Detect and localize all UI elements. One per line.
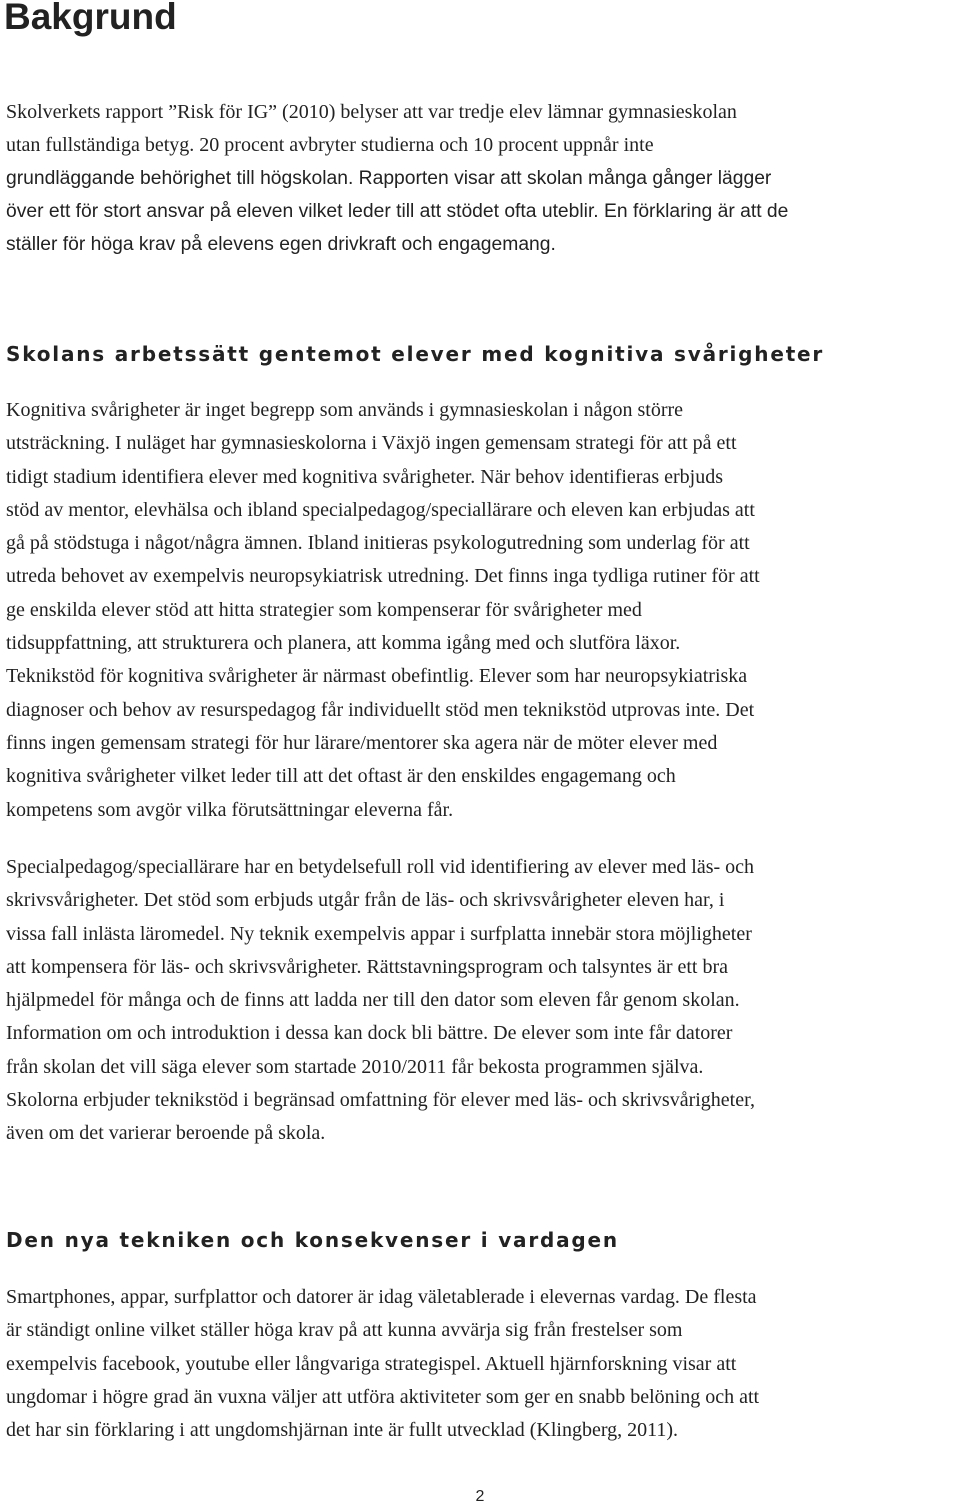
text-line: utan fullständiga betyg. 20 procent avbryter studierna och 10 procent uppnår inte — [6, 134, 654, 156]
technology-paragraph-1 — [6, 1281, 759, 1447]
text-line: grundläggande behörighet till högskolan. Rapporten visar att skolan många gånger lägger — [6, 168, 772, 189]
text-line: från skolan det vill säga elever som startade 2010/2011 får bekosta programmen själva. — [6, 1055, 704, 1078]
text-line: utreda behovet av exempelvis neuropsykiatrisk utredning. Det finns inga tydliga rutiner för att — [6, 565, 760, 588]
text-line: kognitiva svårigheter vilket leder till att det oftast är den enskildes engagemang och — [6, 765, 676, 788]
text-line: hjälpmedel för många och de finns att ladda ner till den dator som eleven får genom skolan. — [6, 989, 740, 1012]
text-line: över ett för stort ansvar på eleven vilket leder till att stödet ofta uteblir. En förklaring är att de — [6, 201, 789, 222]
text-line: diagnoser och behov av resurspedagog får individuellt stöd men teknikstöd utprovas inte. Det — [6, 698, 755, 721]
text-line: Teknikstöd för kognitiva svårigheter är närmast obefintlig. Elever som har neuropsykiatriska — [6, 665, 748, 688]
text-line: kompetens som avgör vilka förutsättningar eleverna får. — [6, 798, 454, 821]
text-line: finns ingen gemensam strategi för hur lärare/mentorer ska agera när de möter elever med — [6, 731, 718, 754]
text-line: tidigt stadium identifiera elever med kognitiva svårigheter. När behov identifieras erbjuds — [6, 465, 724, 488]
text-line: stöd av mentor, elevhälsa och ibland specialpedagog/speciallärare och eleven kan erbjudas att — [6, 498, 755, 521]
text-line: tidsuppfattning, att strukturera och planera, att komma igång med och slutföra läxor. — [6, 632, 681, 655]
text-line: även om det varierar beroende på skola. — [6, 1122, 326, 1145]
text-line: gå på stödstuga i något/några ämnen. Ibland initieras psykologutredning som underlag för att — [6, 532, 750, 555]
text-line: Skolverkets rapport ”Risk för IG” (2010) belyser att var tredje elev lämnar gymnasieskolan — [6, 101, 737, 123]
text-line: ge enskilda elever stöd att hitta strategier som kompenserar för svårigheter med — [6, 598, 642, 621]
text-line: det har sin förklaring i att ungdomshjärnan inte är fullt utvecklad (Klingberg, 2011). — [6, 1419, 679, 1442]
text-line: skrivsvårigheter. Det stöd som erbjuds utgår från de läs- och skrivsvårigheter eleven har, i — [6, 889, 725, 912]
section-heading-cognitive: Skolans arbetssätt gentemot elever med kognitiva svårigheter — [6, 342, 825, 366]
page-number: 2 — [475, 1488, 485, 1505]
intro-paragraph — [6, 96, 788, 261]
text-line: utsträckning. I nuläget har gymnasieskolorna i Växjö ingen gemensam strategi för att på ett — [6, 432, 737, 455]
cognitive-paragraph-2 — [6, 851, 755, 1151]
text-line: ställer för höga krav på elevens egen drivkraft och engagemang. — [6, 234, 556, 255]
text-line: att kompensera för läs- och skrivsvårigheter. Rättstavningsprogram och talsyntes är ett bra — [6, 955, 729, 978]
text-line: Information om och introduktion i dessa kan dock bli bättre. De elever som inte får datorer — [6, 1022, 733, 1045]
page-heading: Bakgrund — [4, 0, 177, 37]
text-line: Skolorna erbjuder teknikstöd i begränsad omfattning för elever med läs- och skrivsvårigheter, — [6, 1089, 755, 1112]
text-line: ungdomar i högre grad än vuxna väljer att utföra aktiviteter som ger en snabb belöning och att — [6, 1385, 760, 1408]
text-line: Specialpedagog/speciallärare har en betydelsefull roll vid identifiering av elever med läs- och — [6, 856, 755, 878]
cognitive-paragraph-1 — [6, 394, 760, 827]
text-line: är ständigt online vilket ställer höga krav på att kunna avvärja sig från frestelser som — [6, 1319, 683, 1342]
text-line: vissa fall inlästa läromedel. Ny teknik exempelvis appar i surfplatta innebär stora möjligheter — [6, 922, 752, 945]
text-line: Kognitiva svårigheter är inget begrepp som används i gymnasieskolan i någon större — [6, 399, 684, 421]
text-line: exempelvis facebook, youtube eller långvariga strategispel. Aktuell hjärnforskning visar att — [6, 1352, 737, 1375]
text-line: Smartphones, appar, surfplattor och datorer är idag väletablerade i elevernas vardag. De flesta — [6, 1286, 757, 1308]
section-heading-technology: Den nya tekniken och konsekvenser i vardagen — [6, 1228, 619, 1252]
